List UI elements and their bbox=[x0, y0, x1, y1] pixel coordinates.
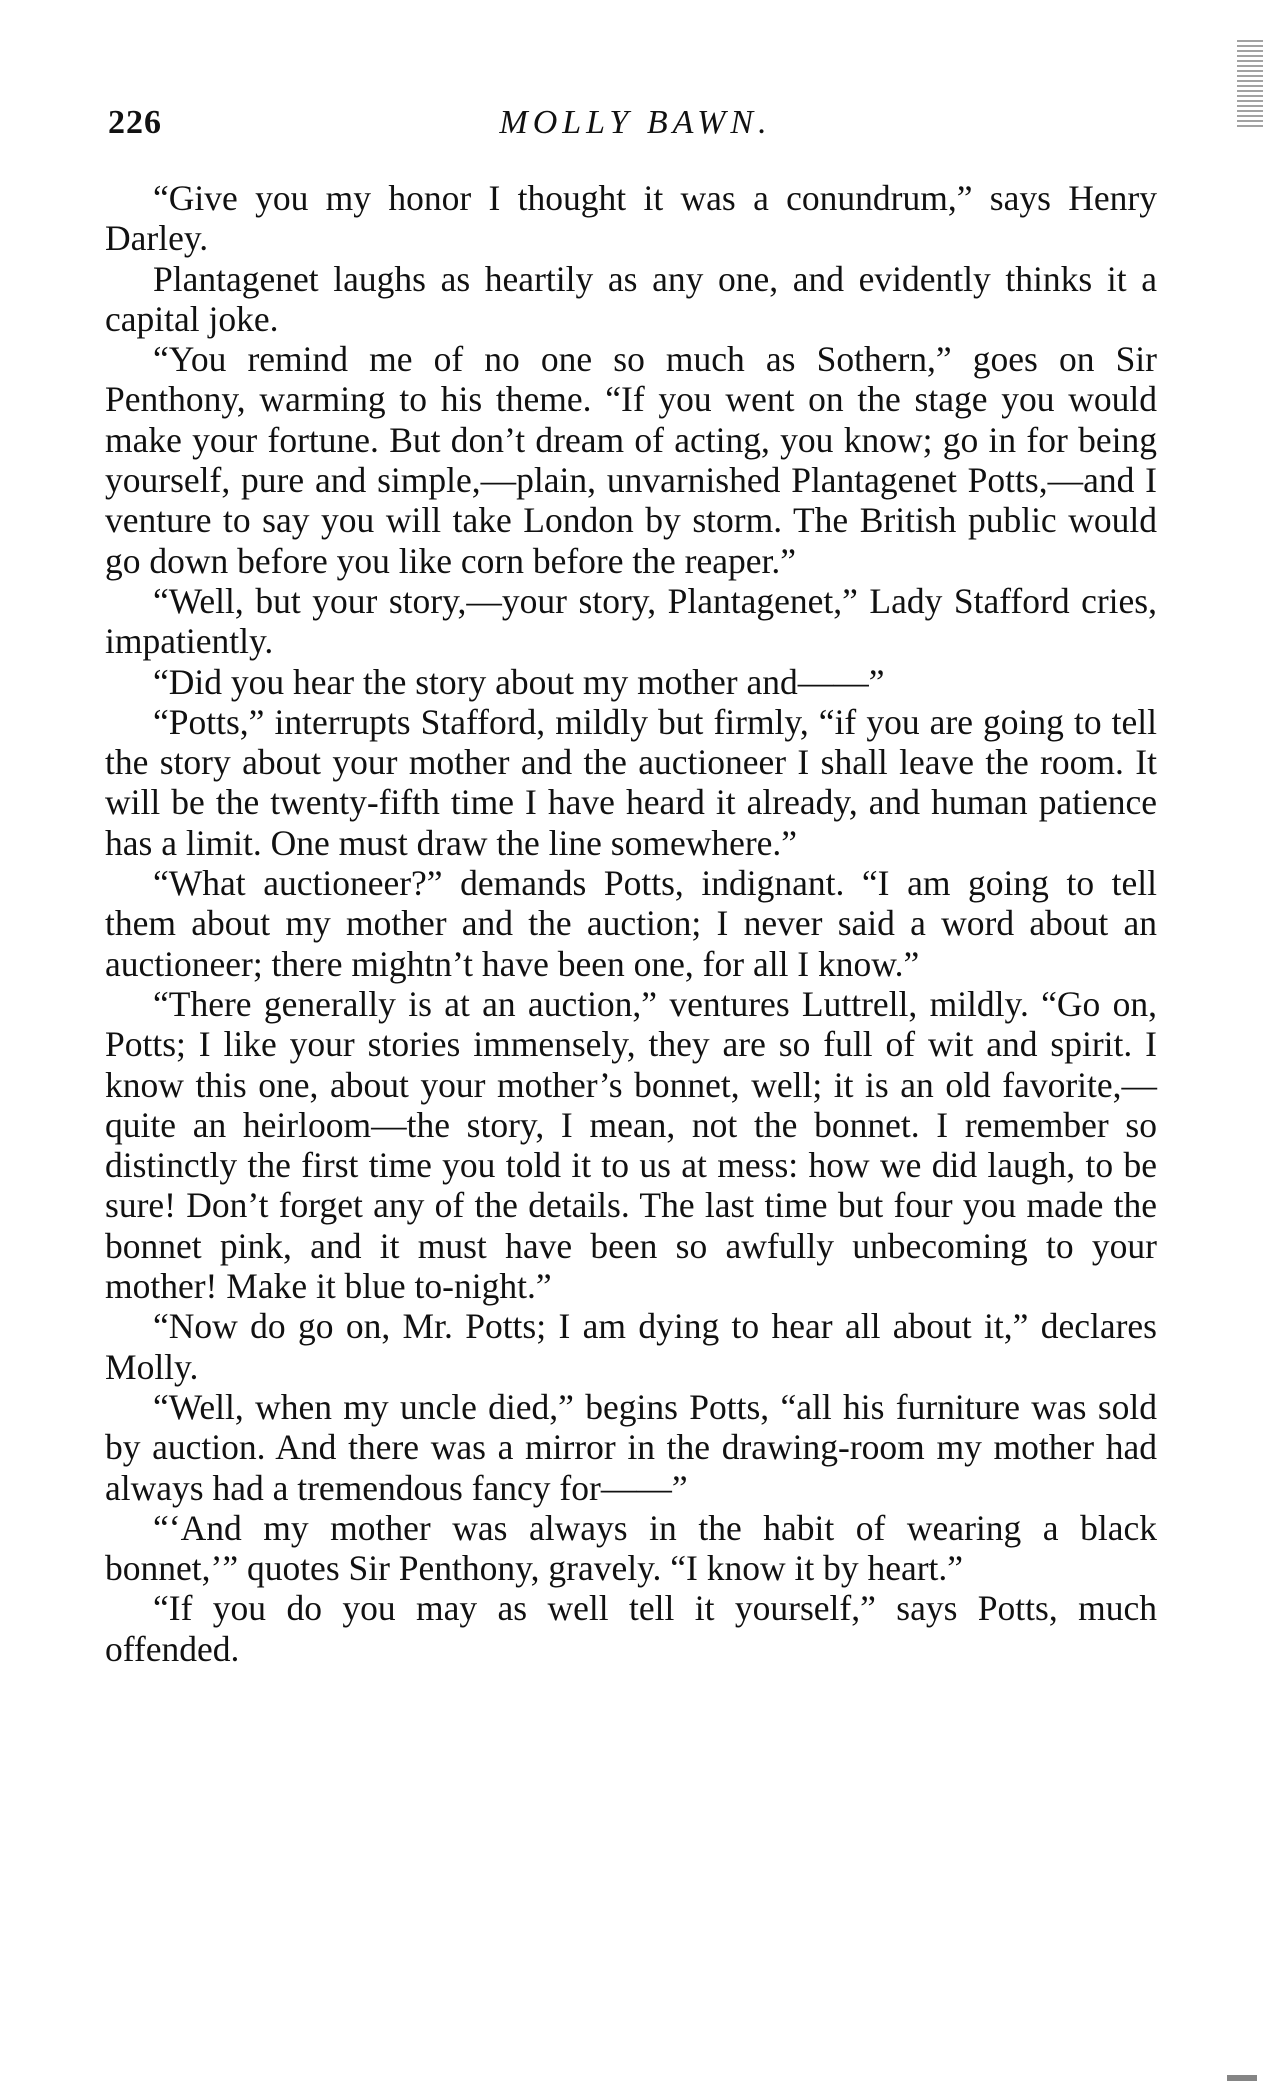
paragraph: “You remind me of no one so much as Sothern,” goes on Sir Penthony, warming to his theme. “If you went on the stage you would make your fortune. But don’t dream of acting, you know; go in for being yourself, pure and simple,—plain, unvarnished Plantagenet Potts,—and I venture to say you will take London by storm. The British public would go down before you like corn before the reaper.” bbox=[105, 339, 1157, 581]
paragraph: “Potts,” interrupts Stafford, mildly but firmly, “if you are going to tell the story about your mother and the auctioneer I shall leave the room. It will be the twenty-fifth time I have heard it already, and human patience has a limit. One must draw the line somewhere.” bbox=[105, 701, 1157, 863]
running-title: MOLLY BAWN. bbox=[499, 104, 772, 141]
paragraph: Plantagenet laughs as heartily as any one, and evidently thinks it a capital joke. bbox=[105, 258, 1157, 339]
paragraph: “Now do go on, Mr. Potts; I am dying to hear all about it,” declares Molly. bbox=[105, 1306, 1157, 1387]
paragraph: “Give you my honor I thought it was a conundrum,” says Henry Darley. bbox=[105, 178, 1157, 259]
page-corner-mark bbox=[1227, 2075, 1257, 2081]
body-text bbox=[105, 178, 1157, 1669]
paragraph: “Well, but your story,—your story, Plantagenet,” Lady Stafford cries, impatiently. bbox=[105, 580, 1157, 662]
paragraph: “Did you hear the story about my mother and——” bbox=[153, 661, 885, 702]
page-number: 226 bbox=[108, 104, 162, 141]
paragraph: “What auctioneer?” demands Potts, indignant. “I am going to tell them about my mother and the auction; I never said a word about an auctioneer; there mightn’t have been one, for all I know.” bbox=[105, 863, 1157, 984]
paragraph: “There generally is at an auction,” ventures Luttrell, mildly. “Go on, Potts; I like your stories immensely, they are so full of wit and spirit. I know this one, about your mother’s bonnet, well; it is an old favorite,—quite an heirloom—the story, I mean, not the bonnet. I remember so distinctly the first time you told it to us at mess: how we did laugh, to be sure! Don’t forget any of the details. The last time but four you made the bonnet pink, and it must have been so awfully unbecoming to your mother! Make it blue to-night.” bbox=[105, 983, 1157, 1307]
page-edge-mark bbox=[1237, 40, 1263, 130]
page-header bbox=[108, 104, 1163, 148]
paragraph: “‘And my mother was always in the habit of wearing a black bonnet,’” quotes Sir Penthony, gravely. “I know it by heart.” bbox=[105, 1507, 1157, 1589]
paragraph: “If you do you may as well tell it yourself,” says Potts, much offended. bbox=[105, 1588, 1157, 1669]
paragraph: “Well, when my uncle died,” begins Potts, “all his furniture was sold by auction. And there was a mirror in the drawing-room my mother had always had a tremendous fancy for——” bbox=[105, 1386, 1157, 1508]
